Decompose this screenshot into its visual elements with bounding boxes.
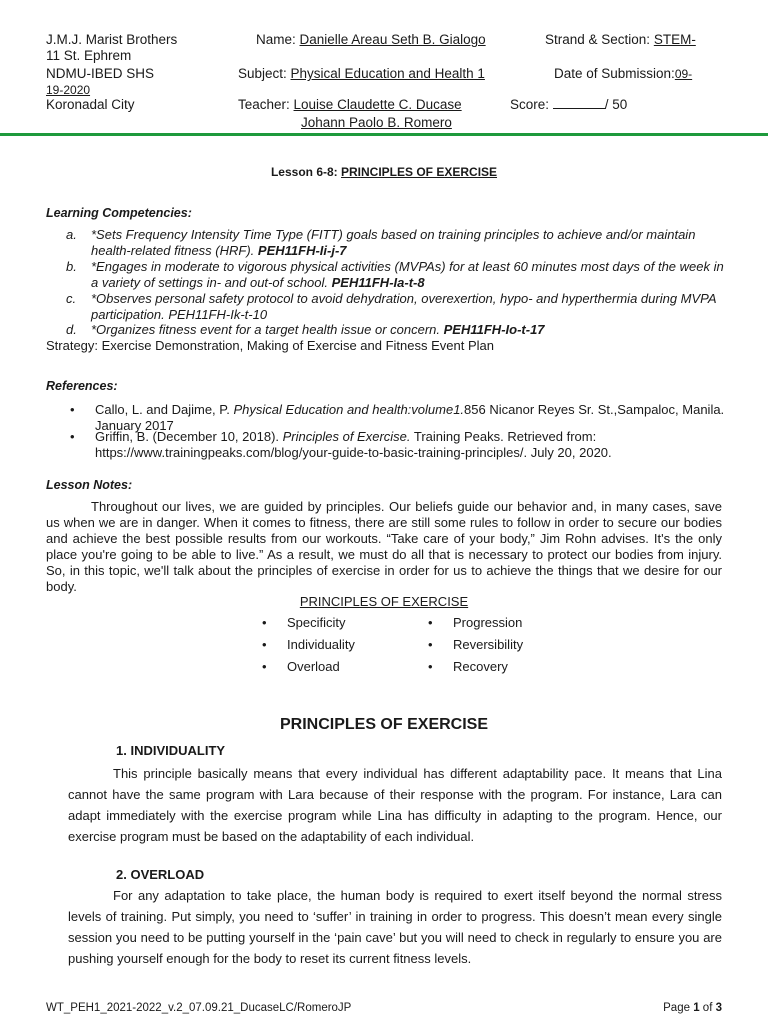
reference-item [70, 429, 730, 461]
competency-letter: c. [66, 291, 77, 306]
competency-letter: d. [66, 322, 77, 337]
competency-letter: b. [66, 259, 77, 274]
section-body-overload: For any adaptation to take place, the human body is required to exert itself beyond the normal stress levels of training. Put simply, you need to ‘suffer’ in training in order to progress. This doesn’t mean every single session you need to be putting yourself in the ‘pain cave’ but you will need to check in regularly to ensure you are pushing yourself enough for the body to reset its current fitness levels. [68, 888, 722, 966]
strategy-text: Strategy: Exercise Demonstration, Making of Exercise and Fitness Event Plan [46, 338, 494, 353]
competency-item [66, 227, 726, 259]
school-dept: NDMU-IBED SHS [46, 66, 155, 81]
score-blank [553, 97, 605, 109]
page-indicator [663, 1002, 722, 1014]
teacher-value-2: Johann Paolo B. Romero [301, 115, 452, 130]
score-suffix: / 50 [604, 97, 628, 112]
competency-item [66, 259, 726, 291]
strand-field [545, 32, 696, 48]
page-number: 1 [693, 1002, 700, 1014]
principle-item: • Individuality [262, 634, 355, 656]
principles-heading: PRINCIPLES OF EXERCISE [299, 594, 469, 609]
section-heading-individuality: 1. INDIVIDUALITY [116, 743, 226, 758]
principle-item: • Reversibility [428, 634, 523, 656]
competency-text: *Engages in moderate to vigorous physical activities (MVPAs) for at least 60 minutes most days of the week in a variety of settings in- and out-of school. [91, 259, 724, 290]
page-total: 3 [715, 1002, 722, 1014]
section-body-individuality: This principle basically means that every individual has different adaptability pace. It means that Lina cannot have the same program with Lara because of their response with the program. For instance, Lara can adapt immediately with the exercise program while Lina has difficulty in adapting to the program. Hence, our exercise program must be based on the adaptability of each individual. [68, 766, 722, 844]
principles-list-right [428, 612, 523, 678]
date-value: 09- [674, 67, 693, 81]
name-field [256, 32, 486, 48]
date-value-cont: 19-2020 [46, 83, 91, 97]
strand-label: Strand & Section: [545, 32, 654, 47]
competencies-label: Learning Competencies: [46, 206, 192, 220]
strand-value-cont: 11 St. Ephrem [46, 48, 132, 63]
lesson-name: PRINCIPLES OF EXERCISE [341, 165, 498, 179]
bullet-icon: • [70, 402, 75, 417]
competency-letter: a. [66, 227, 77, 242]
lesson-notes-label: Lesson Notes: [46, 478, 133, 492]
page-prefix: Page [663, 1002, 694, 1014]
document-code: WT_PEH1_2021-2022_v.2_07.09.21_DucaseLC/RomeroJP [46, 1002, 352, 1014]
competency-text: *Observes personal safety protocol to avoid dehydration, overexertion, hypo- and hyperthermia during MVPA participation. PEH11FH-Ik-t-10 [91, 291, 717, 322]
principle-item: • Recovery [428, 656, 523, 678]
competency-code: PEH11FH-Ii-j-7 [257, 243, 347, 258]
score-label: Score: [510, 97, 553, 112]
bullet-icon: • [70, 429, 75, 444]
reference-authors: Griffin, B. (December 10, 2018). [95, 429, 283, 444]
subject-field [238, 66, 485, 82]
lesson-title [0, 165, 768, 179]
reference-authors: Callo, L. and Dajime, P. [95, 402, 234, 417]
reference-title: Physical Education and health:volume1. [233, 402, 465, 417]
header-divider [0, 133, 768, 136]
principle-item: • Overload [262, 656, 355, 678]
date-field [554, 66, 692, 82]
subject-value: Physical Education and Health 1 [290, 66, 485, 81]
principle-item: • Progression [428, 612, 523, 634]
name-value: Danielle Areau Seth B. Gialogo [299, 32, 486, 47]
teacher-field [238, 97, 462, 113]
competency-item [66, 291, 726, 323]
competency-item [66, 322, 726, 338]
score-field [510, 97, 627, 113]
reference-details: Training Peaks. Retrieved from: https://www.trainingpeaks.com/blog/your-guide-to-basic-training-principles/. July 20, 2020. [95, 429, 612, 460]
page-of: of [699, 1002, 716, 1014]
competency-code: PEH11FH-Io-t-17 [443, 322, 545, 337]
name-label: Name: [256, 32, 300, 47]
strand-value: STEM- [653, 32, 696, 47]
reference-title: Principles of Exercise. [282, 429, 411, 444]
competency-text: *Organizes fitness event for a target health issue or concern. [91, 322, 444, 337]
teacher-value-1: Louise Claudette C. Ducase [293, 97, 462, 112]
school-name: J.M.J. Marist Brothers [46, 32, 178, 47]
principle-item: • Specificity [262, 612, 355, 634]
teacher-label: Teacher: [238, 97, 294, 112]
lesson-notes-paragraph: Throughout our lives, we are guided by principles. Our beliefs guide our behavior and, in many cases, save us when we are in danger. When it comes to fitness, there are still some rules to follow in order to secure our bodies and achieve the best possible results from our workouts. “Take care of your body,” Jim Rohn advises. It's the only place you're going to be able to live.” As a result, we must do all that is necessary to protect our bodies from injury. So, in this topic, we'll talk about the principles of exercise in order for us to achieve the things that we desire for our body. [46, 499, 722, 594]
competency-code: PEH11FH-Ia-t-8 [331, 275, 425, 290]
subject-label: Subject: [238, 66, 291, 81]
principles-list-left [262, 612, 355, 678]
date-label: Date of Submission: [554, 66, 675, 81]
competency-text: *Sets Frequency Intensity Time Type (FITT) goals based on training principles to achieve and/or maintain health-related fitness (HRF). [91, 227, 696, 258]
school-city: Koronadal City [46, 97, 135, 112]
section-heading-overload: 2. OVERLOAD [116, 867, 205, 882]
main-title: PRINCIPLES OF EXERCISE [279, 716, 489, 733]
lesson-prefix: Lesson 6-8: [270, 165, 341, 179]
reference-details: 856 Nicanor Reyes Sr. St.,Sampaloc, Manila. January 2017 [95, 402, 725, 433]
references-label: References: [46, 379, 118, 393]
